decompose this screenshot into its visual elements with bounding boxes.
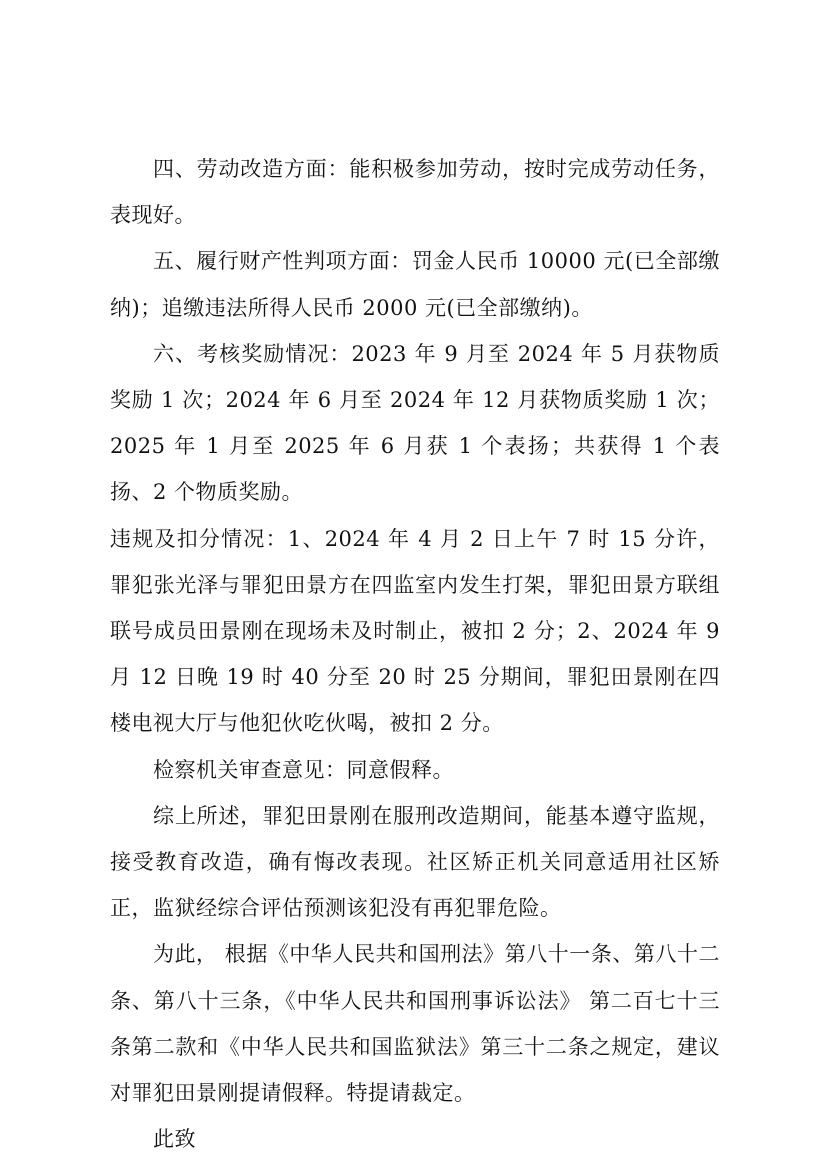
paragraph-assessment-rewards: 六、考核奖励情况：2023 年 9 月至 2024 年 5 月获物质奖励 1 次；2024 年 6 月至 2024 年 12 月获物质奖励 1 次；2025 年 1 月至 2025 年 6 月获 1 个表扬；共获得 1 个表扬、2 个物质奖励。	[110, 341, 720, 505]
document-body	[110, 146, 720, 1162]
paragraph-legal-basis: 为此， 根据《中华人民共和国刑法》第八十一条、第八十二条、第八十三条，《中华人民共和国刑事诉讼法》 第二百七十三条第二款和《中华人民共和国监狱法》第三十二条之规定，建议对罪犯田景刚提请假释。特提请裁定。	[110, 942, 720, 1106]
paragraph-procuratorate-opinion: 检察机关审查意见：同意假释。	[153, 757, 454, 782]
paragraph-property-judgment: 五、履行财产性判项方面：罚金人民币 10000 元(已全部缴纳)；追缴违法所得人民币 2000 元(已全部缴纳)。	[110, 249, 720, 320]
paragraph-summary: 综上所述，罪犯田景刚在服刑改造期间，能基本遵守监规，接受教育改造，确有悔改表现。社区矫正机关同意适用社区矫正，监狱经综合评估预测该犯没有再犯罪危险。	[110, 803, 720, 921]
paragraph-closing: 此致	[153, 1127, 196, 1152]
paragraph-violations-deductions: 违规及扣分情况：1、2024 年 4 月 2 日上午 7 时 15 分许，罪犯张光泽与罪犯田景方在四监室内发生打架，罪犯田景方联组联号成员田景刚在现场未及时制止，被扣 2 分；2、2024 年 9 月 12 日晚 19 时 40 分至 20 时 25 分期间，罪犯田景刚在四楼电视大厅与他犯伙吃伙喝，被扣 2 分。	[110, 526, 720, 736]
paragraph-labor-reform: 四、劳动改造方面：能积极参加劳动，按时完成劳动任务，表现好。	[110, 157, 720, 228]
